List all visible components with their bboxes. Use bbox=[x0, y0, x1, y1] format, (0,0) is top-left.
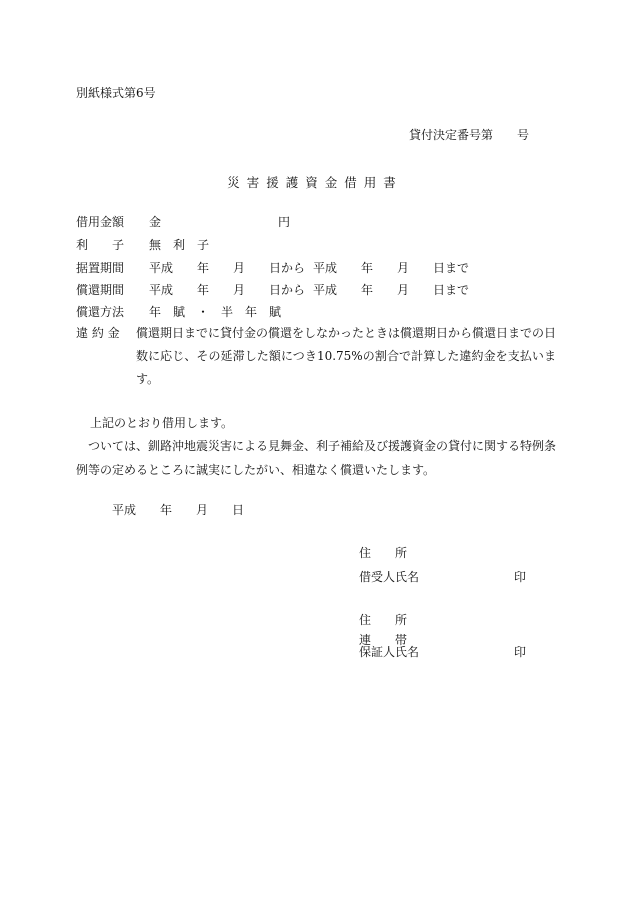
body-paragraph-1: 上記のとおり借用します。 bbox=[90, 416, 234, 430]
repayment-from: 平成 年 月 日から bbox=[149, 283, 306, 297]
method-label: 償還方法 bbox=[76, 305, 125, 319]
repayment-label: 償還期間 bbox=[76, 283, 125, 297]
amount-label: 借用金額 bbox=[76, 215, 125, 229]
document-title: 災害援護資金借用書 bbox=[227, 175, 403, 190]
guarantor-joint-label: 連 帯 bbox=[359, 633, 408, 647]
body-paragraph-2: ついては、釧路沖地震災害による見舞金、利子補給及び援護資金の貸付に関する特例条例等の定めるところに誠実にしたがい、相違なく償還いたします。 bbox=[76, 439, 557, 477]
deferment-to: 平成 年 月 日まで bbox=[313, 261, 470, 275]
guarantor-seal-mark: 印 bbox=[514, 645, 527, 659]
penalty-label: 違 約 金 bbox=[76, 326, 120, 340]
deferment-label: 据置期間 bbox=[76, 261, 125, 275]
guarantor-address-label: 住 所 bbox=[359, 613, 408, 627]
form-number: 別紙様式第6号 bbox=[76, 86, 156, 100]
penalty-text: 償還期日までに貸付金の償還をしなかったときは償還期日から償還日までの日数に応じ、その延滞した額につき10.75%の割合で計算した違約金を支払います。 bbox=[136, 326, 557, 386]
borrower-name-label: 借受人氏名 bbox=[359, 570, 420, 584]
document-date: 平成 年 月 日 bbox=[112, 503, 245, 517]
borrower-address-label: 住 所 bbox=[359, 546, 408, 560]
repayment-to: 平成 年 月 日まで bbox=[313, 283, 470, 297]
interest-label: 利 子 bbox=[76, 238, 125, 252]
guarantor-name-label: 保証人氏名 bbox=[359, 645, 420, 659]
borrower-seal-mark: 印 bbox=[514, 570, 527, 584]
method-value: 年 賦 ・ 半 年 賦 bbox=[149, 305, 282, 319]
loan-decision-number: 貸付決定番号第 号 bbox=[409, 128, 530, 142]
amount-prefix: 金 bbox=[149, 215, 162, 229]
deferment-from: 平成 年 月 日から bbox=[149, 261, 306, 275]
amount-suffix: 円 bbox=[278, 215, 291, 229]
interest-value: 無 利 子 bbox=[149, 238, 210, 252]
